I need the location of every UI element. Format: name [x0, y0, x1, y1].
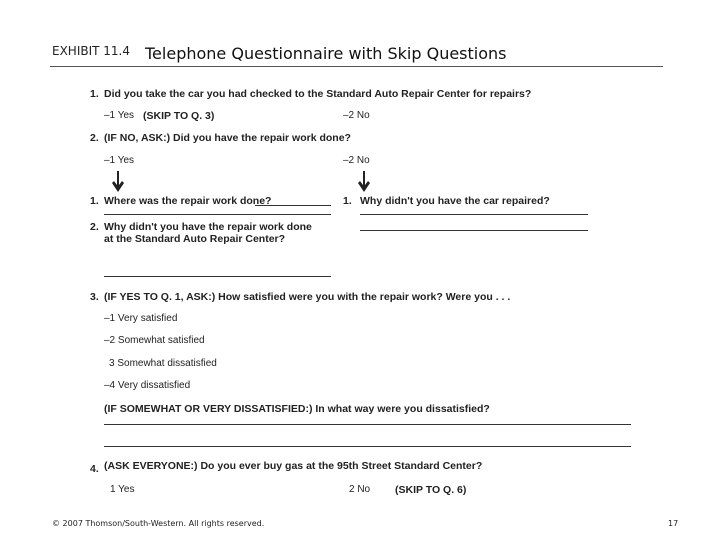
q4-number: 4. [90, 463, 99, 475]
q2-text: (IF NO, ASK:) Did you have the repair work done? [104, 132, 351, 144]
q1-text: Did you take the car you had checked to the Standard Auto Repair Center for repairs? [104, 88, 532, 100]
q3-number: 3. [90, 291, 99, 303]
q3-option: –4 Very dissatisfied [104, 380, 191, 391]
header-rule [50, 66, 663, 67]
answer-line [104, 276, 331, 277]
q3-followup: (IF SOMEWHAT OR VERY DISSATISFIED:) In what way were you dissatisfied? [104, 403, 490, 415]
answer-line [360, 230, 588, 231]
q4-option-no: 2 No [349, 484, 371, 495]
q1-skip-instruction: (SKIP TO Q. 3) [143, 110, 215, 122]
q4-skip-instruction: (SKIP TO Q. 6) [395, 484, 467, 496]
answer-line [360, 214, 588, 215]
answer-line [104, 214, 331, 215]
q1-option-no: –2 No [343, 110, 370, 121]
right-branch-q1-number: 1. [343, 195, 352, 207]
exhibit-title: Telephone Questionnaire with Skip Questions [145, 44, 507, 63]
down-arrow-icon [112, 170, 134, 194]
answer-line [104, 424, 631, 425]
left-branch-q2-text-line1: Why didn't you have the repair work done [104, 221, 312, 233]
q3-text: (IF YES TO Q. 1, ASK:) How satisfied were you with the repair work? Were you . . . [104, 291, 511, 303]
copyright-footer: © 2007 Thomson/South-Western. All rights reserved. [52, 519, 265, 528]
left-branch-q1-text: Where was the repair work done? [104, 195, 272, 207]
q2-option-no: –2 No [343, 155, 370, 166]
left-branch-q2-text-line2: at the Standard Auto Repair Center? [104, 233, 286, 245]
right-branch-q1-text: Why didn't you have the car repaired? [360, 195, 550, 207]
q3-option: –2 Somewhat satisfied [104, 335, 205, 346]
answer-line [104, 446, 631, 447]
left-branch-q1-number: 1. [90, 195, 99, 207]
down-arrow-icon [358, 170, 380, 194]
exhibit-label: EXHIBIT 11.4 [52, 44, 130, 58]
q3-option: 3 Somewhat dissatisfied [109, 358, 217, 369]
q2-option-yes: –1 Yes [104, 155, 135, 166]
q3-option: –1 Very satisfied [104, 313, 178, 324]
q1-number: 1. [90, 88, 99, 100]
q4-option-yes: 1 Yes [110, 484, 135, 495]
q1-option-yes: –1 Yes [104, 110, 135, 121]
left-branch-q2-number: 2. [90, 221, 99, 233]
page-number: 17 [668, 519, 679, 528]
q4-text: (ASK EVERYONE:) Do you ever buy gas at the 95th Street Standard Center? [104, 460, 483, 472]
answer-line [255, 205, 331, 206]
q2-number: 2. [90, 132, 99, 144]
